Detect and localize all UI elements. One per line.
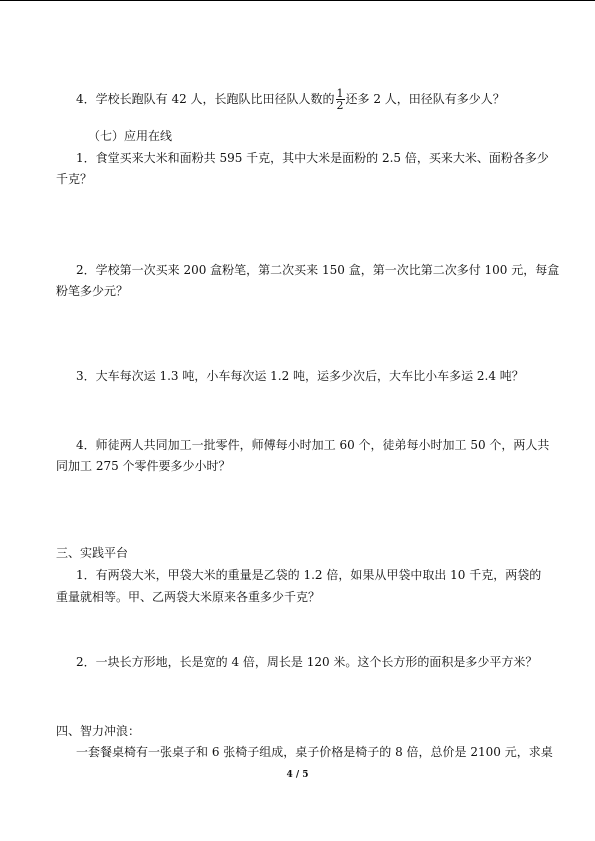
section-7-question-1-line-2: 千克？ — [56, 172, 93, 186]
fraction-denominator: 2 — [336, 99, 344, 112]
fraction-numerator: 1 — [336, 87, 344, 100]
question-4-prev-section — [76, 88, 544, 111]
page-number: 4 / 5 — [286, 770, 309, 780]
section-4-heading: 四、智力冲浪： — [56, 724, 141, 738]
section-7-question-4-line-1: 4．师徒两人共同加工一批零件，师傅每小时加工 60 个，徒弟每小时加工 50 个，两人共 — [76, 438, 550, 452]
section-4-question-line-1: 一套餐桌椅有一张桌子和 6 张椅子组成，桌子价格是椅子的 8 倍，总价是 2100 元，求桌 — [76, 745, 553, 759]
section-7-question-1-line-1: 1．食堂买来大米和面粉共 595 千克，其中大米是面粉的 2.5 倍，买来大米、面粉各多少 — [76, 151, 549, 165]
question-4-text-after-fraction: 还多 2 人，田径队有多少人？ — [345, 92, 505, 106]
section-7-heading: （七）应用在线 — [88, 129, 173, 143]
section-3-question-2: 2．一块长方形地，长是宽的 4 倍，周长是 120 米。这个长方形的面积是多少平方米？ — [76, 655, 538, 669]
section-7-question-4-line-2: 同加工 275 个零件要多少小时？ — [56, 459, 231, 473]
question-4-text-before-fraction: 4．学校长跑队有 42 人，长跑队比田径队人数的 — [76, 92, 335, 106]
fraction-one-half — [336, 88, 345, 111]
section-7-question-2-line-1: 2．学校第一次买来 200 盒粉笔，第二次买来 150 盒，第一次比第二次多付 100 元，每盒 — [76, 263, 560, 277]
section-3-heading: 三、实践平台 — [56, 546, 129, 560]
section-3-question-1-line-2: 重量就相等。甲、乙两袋大米原来各重多少千克？ — [56, 590, 321, 604]
section-3-question-1-line-1: 1．有两袋大米，甲袋大米的重量是乙袋的 1.2 倍，如果从甲袋中取出 10 千克，两袋的 — [76, 568, 542, 582]
section-7-question-3: 3．大车每次运 1.3 吨，小车每次运 1.2 吨，运多少次后，大车比小车多运 2.4 吨？ — [76, 369, 524, 383]
section-7-question-2-line-2: 粉笔多少元？ — [56, 284, 129, 298]
page-top-rule — [0, 0, 595, 1]
